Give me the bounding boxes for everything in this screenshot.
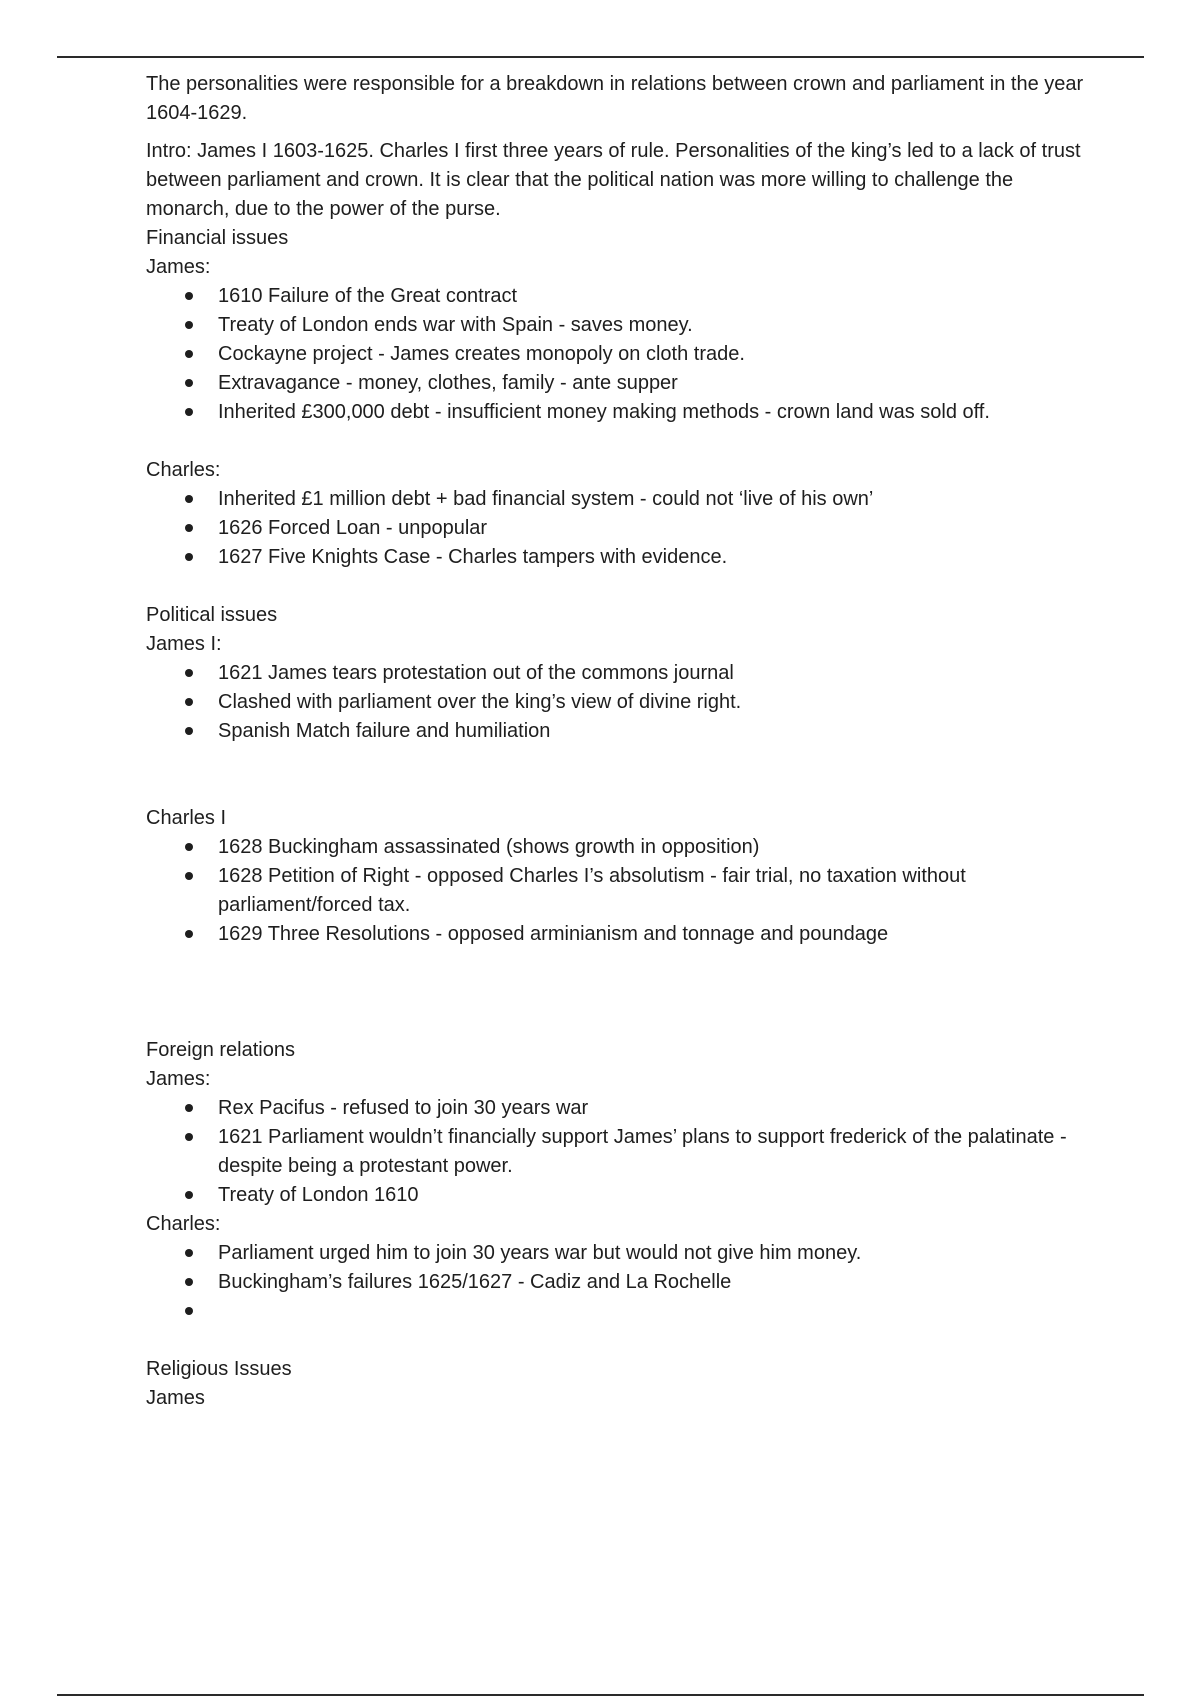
- list-item: Inherited £300,000 debt - insufficient money making methods - crown land was sold off.: [146, 398, 1096, 427]
- list-item: Rex Pacifus - refused to join 30 years war: [146, 1094, 1096, 1123]
- spacer: [146, 1007, 1096, 1036]
- intro-paragraph: Intro: James I 1603-1625. Charles I first three years of rule. Personalities of the king’s led to a lack of trust between parliament and crown. It is clear that the political nation was more willing to challenge the monarch, due to the power of the purse.: [146, 140, 1081, 220]
- list-item: Treaty of London 1610: [146, 1181, 1096, 1210]
- list-item: Parliament urged him to join 30 years war but would not give him money.: [146, 1239, 1096, 1268]
- list-item: 1627 Five Knights Case - Charles tampers with evidence.: [146, 543, 1096, 572]
- bottom-rule: [57, 1694, 1144, 1696]
- spacer: [146, 978, 1096, 1007]
- bullet-list: [146, 485, 1096, 572]
- list-item: Buckingham’s failures 1625/1627 - Cadiz and La Rochelle: [146, 1268, 1096, 1297]
- bullet-list: [146, 659, 1096, 746]
- section-heading: Political issues: [146, 604, 278, 626]
- subsection-label: James: [146, 1387, 205, 1409]
- list-item: 1610 Failure of the Great contract: [146, 282, 1096, 311]
- top-rule: [57, 56, 1144, 58]
- list-item: Extravagance - money, clothes, family - ante supper: [146, 369, 1096, 398]
- section-heading: Financial issues: [146, 227, 289, 249]
- subsection-label: Charles:: [146, 1213, 221, 1235]
- bullet-list: [146, 833, 1096, 949]
- document-title: The personalities were responsible for a breakdown in relations between crown and parliament in the year 1604-1629.: [146, 73, 1084, 124]
- subsection-label: James I:: [146, 633, 222, 655]
- document-body: [146, 70, 1096, 1413]
- subsection-label: Charles:: [146, 459, 221, 481]
- list-item: Spanish Match failure and humiliation: [146, 717, 1096, 746]
- list-item: 1621 Parliament wouldn’t financially support James’ plans to support frederick of the palatinate - despite being a protestant power.: [146, 1123, 1096, 1181]
- section-foreign: [146, 1036, 1096, 1326]
- spacer: [146, 1326, 1096, 1355]
- empty-list-item: [146, 1297, 1096, 1326]
- bullet-list: [146, 1094, 1096, 1210]
- list-item: Clashed with parliament over the king’s view of divine right.: [146, 688, 1096, 717]
- list-item: Cockayne project - James creates monopoly on cloth trade.: [146, 340, 1096, 369]
- section-religious: [146, 1355, 1096, 1413]
- bullet-list: [146, 282, 1096, 427]
- list-item: 1626 Forced Loan - unpopular: [146, 514, 1096, 543]
- bullet-list: [146, 1239, 1096, 1326]
- list-item: 1621 James tears protestation out of the commons journal: [146, 659, 1096, 688]
- section-political: [146, 601, 1096, 949]
- subsection-label: James:: [146, 1068, 211, 1090]
- section-financial: [146, 224, 1096, 572]
- spacer: [146, 775, 1096, 804]
- spacer: [146, 427, 1096, 456]
- section-heading: Foreign relations: [146, 1039, 295, 1061]
- list-item: 1629 Three Resolutions - opposed arminianism and tonnage and poundage: [146, 920, 1096, 949]
- spacer: [146, 949, 1096, 978]
- spacer: [146, 746, 1096, 775]
- list-item: 1628 Petition of Right - opposed Charles I’s absolutism - fair trial, no taxation without parliament/forced tax.: [146, 862, 1096, 920]
- subsection-label: Charles I: [146, 807, 227, 829]
- subsection-label: James:: [146, 256, 211, 278]
- spacer: [146, 572, 1096, 601]
- list-item: Inherited £1 million debt + bad financial system - could not ‘live of his own’: [146, 485, 1096, 514]
- list-item: Treaty of London ends war with Spain - saves money.: [146, 311, 1096, 340]
- list-item: 1628 Buckingham assassinated (shows growth in opposition): [146, 833, 1096, 862]
- section-heading: Religious Issues: [146, 1358, 292, 1380]
